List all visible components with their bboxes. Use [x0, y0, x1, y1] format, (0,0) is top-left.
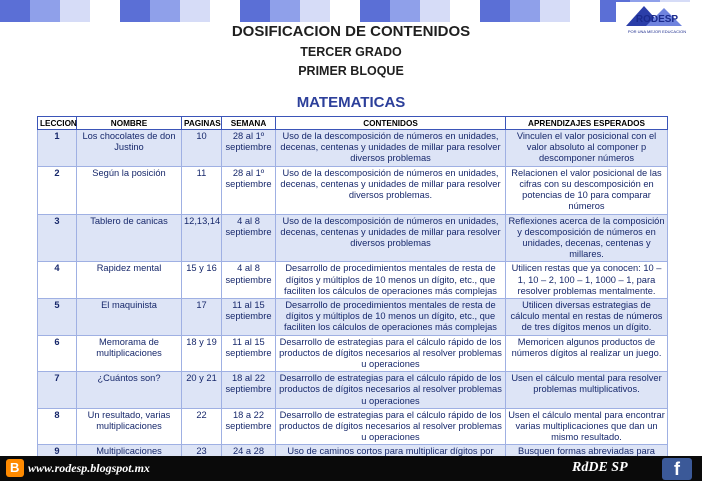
- lesson-number: 2: [38, 166, 77, 214]
- lesson-week: 4 al 8 septiembre: [222, 214, 276, 262]
- lesson-number: 5: [38, 299, 77, 336]
- column-header: SEMANA: [222, 117, 276, 130]
- content-table: [37, 116, 668, 460]
- footer-bar: [0, 456, 702, 481]
- lesson-number: 7: [38, 372, 77, 409]
- logo-tagline: POR UNA MEJOR EDUCACION: [627, 29, 687, 34]
- grade-title: TERCER GRADO: [300, 45, 402, 59]
- lesson-week: 28 al 1º septiembre: [222, 166, 276, 214]
- lesson-pages: 23: [182, 445, 222, 459]
- lesson-outcome: Vinculen el valor posicional con el valor absoluto al componer p descomponer números: [506, 130, 668, 167]
- lesson-number: 8: [38, 408, 77, 445]
- lesson-content: Uso de la descomposición de números en unidades, decenas, centenas y unidades de millar para resolver diversos problemas: [276, 130, 506, 167]
- blogger-icon[interactable]: B: [6, 459, 24, 477]
- table-header-row: [38, 117, 668, 130]
- subject-title: MATEMATICAS: [296, 94, 406, 111]
- lesson-week: 24 a 28: [222, 445, 276, 459]
- lesson-week: 28 al 1º septiembre: [222, 130, 276, 167]
- lesson-number: 1: [38, 130, 77, 167]
- lesson-outcome: Utilicen restas que ya conocen: 10 – 1, 10 – 2, 100 – 1, 1000 – 1, para resolver problemas mentalmente.: [506, 262, 668, 299]
- lesson-outcome: Memoricen algunos productos de números dígitos al realizar un juego.: [506, 335, 668, 372]
- facebook-icon[interactable]: f: [662, 458, 692, 480]
- lesson-content: Desarrollo de procedimientos mentales de resta de dígitos y múltiplos de 10 menos un dígito, etc., que faciliten los cálculos de operaciones más complejas: [276, 262, 506, 299]
- lesson-week: 18 al 22 septiembre: [222, 372, 276, 409]
- table-row: [38, 299, 668, 336]
- lesson-outcome: Usen el cálculo mental para resolver problemas multiplicativos.: [506, 372, 668, 409]
- lesson-number: 4: [38, 262, 77, 299]
- lesson-name: ¿Cuántos son?: [77, 372, 182, 409]
- lesson-name: Memorama de multiplicaciones: [77, 335, 182, 372]
- column-header: CONTENIDOS: [276, 117, 506, 130]
- lesson-pages: 10: [182, 130, 222, 167]
- column-header: NOMBRE: [77, 117, 182, 130]
- lesson-outcome: Usen el cálculo mental para encontrar varias multiplicaciones que dan un mismo resultado.: [506, 408, 668, 445]
- table-row: [38, 166, 668, 214]
- table-row: [38, 335, 668, 372]
- blog-url-link[interactable]: www.rodesp.blogspot.mx: [28, 461, 150, 475]
- lesson-number: 3: [38, 214, 77, 262]
- lesson-outcome: Relacionen el valor posicional de las cifras con su descomposición en potencias de 10 para comparar números: [506, 166, 668, 214]
- lesson-content: Desarrollo de estrategias para el cálculo rápido de los productos de dígitos necesarios al resolver problemas u operaciones: [276, 335, 506, 372]
- lesson-outcome: Busquen formas abreviadas para: [506, 445, 668, 459]
- lesson-pages: 20 y 21: [182, 372, 222, 409]
- column-header: LECCION: [38, 117, 77, 130]
- table-row: [38, 130, 668, 167]
- lesson-week: 11 al 15 septiembre: [222, 299, 276, 336]
- lesson-content: Desarrollo de estrategias para el cálculo rápido de los productos de dígitos necesarios al resolver problemas u operaciones: [276, 408, 506, 445]
- table-row: [38, 262, 668, 299]
- lesson-name: Según la posición: [77, 166, 182, 214]
- lesson-name: El maquinista: [77, 299, 182, 336]
- lesson-name: Multiplicaciones: [77, 445, 182, 459]
- lesson-pages: 18 y 19: [182, 335, 222, 372]
- header-band: [0, 0, 702, 22]
- lesson-number: 9: [38, 445, 77, 459]
- lesson-pages: 15 y 16: [182, 262, 222, 299]
- table-row: [38, 408, 668, 445]
- lesson-name: Un resultado, varias multiplicaciones: [77, 408, 182, 445]
- lesson-content: Uso de caminos cortos para multiplicar dígitos por: [276, 445, 506, 459]
- table-row: [38, 372, 668, 409]
- column-header: APRENDIZAJES ESPERADOS: [506, 117, 668, 130]
- lesson-week: 4 al 8 septiembre: [222, 262, 276, 299]
- logo-text: RODESP: [635, 14, 679, 25]
- lesson-number: 6: [38, 335, 77, 372]
- lesson-name: Tablero de canicas: [77, 214, 182, 262]
- lesson-pages: 11: [182, 166, 222, 214]
- lesson-pages: 12,13,14: [182, 214, 222, 262]
- table-row: [38, 214, 668, 262]
- column-header: PAGINAS: [182, 117, 222, 130]
- lesson-outcome: Utilicen diversas estrategias de cálculo mental en restas de números de tres dígitos menos un dígito.: [506, 299, 668, 336]
- lesson-week: 18 a 22 septiembre: [222, 408, 276, 445]
- lesson-content: Uso de la descomposición de números en unidades, decenas, centenas y unidades de millar para resolver diversos problemas: [276, 214, 506, 262]
- lesson-outcome: Reflexiones acerca de la composición y descomposición de números en unidades, decenas, centenas y millares.: [506, 214, 668, 262]
- document-title: DOSIFICACION DE CONTENIDOS: [231, 23, 471, 40]
- lesson-name: Los chocolates de don Justino: [77, 130, 182, 167]
- lesson-content: Uso de la descomposición de números en unidades, decenas, centenas y unidades de millar para resolver diversos problemas.: [276, 166, 506, 214]
- lesson-content: Desarrollo de procedimientos mentales de resta de dígitos y múltiplos de 10 menos un dígito, etc., que faciliten los cálculos de operaciones más complejas: [276, 299, 506, 336]
- lesson-name: Rapidez mental: [77, 262, 182, 299]
- footer-brand: RdDE SP: [572, 460, 628, 475]
- lesson-pages: 22: [182, 408, 222, 445]
- block-title: PRIMER BLOQUE: [298, 64, 404, 78]
- lesson-week: 11 al 15 septiembre: [222, 335, 276, 372]
- lesson-pages: 17: [182, 299, 222, 336]
- lesson-content: Desarrollo de estrategias para el cálculo rápido de los productos de dígitos necesarios al resolver problemas u operaciones: [276, 372, 506, 409]
